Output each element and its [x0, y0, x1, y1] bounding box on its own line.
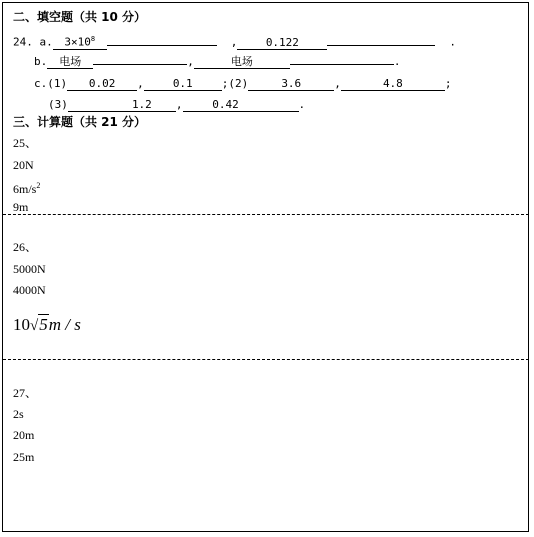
q24a-label: 24. a. — [13, 35, 53, 49]
q26-answer-3 — [13, 315, 81, 336]
q24c-sep-2: ;(2) — [221, 77, 249, 90]
q24a-blank-line — [107, 45, 217, 46]
q25-answer-1: 20N — [13, 158, 34, 172]
q24a-line — [13, 33, 456, 50]
q24a-value-1: 3×10 — [64, 35, 91, 49]
q24c-answer-4 — [341, 78, 445, 91]
q24b-value-1: 电场 — [59, 55, 82, 68]
q24c-answer-2 — [144, 78, 222, 91]
q24c3-value-2: 0.42 — [212, 98, 239, 111]
q27-number: 27、 — [13, 386, 38, 400]
section-2-title: 二、填空题（共 10 分） — [13, 10, 147, 24]
q24a-end: . — [449, 35, 456, 49]
q24c-value-3: 3.6 — [281, 77, 302, 90]
q24c-sep-1: , — [137, 77, 144, 90]
q24c-value-2: 0.1 — [172, 77, 193, 90]
q24c-sep-4: ; — [444, 77, 452, 90]
q24c-line — [34, 77, 452, 91]
q27-answer-2: 20m — [13, 428, 35, 442]
q24c3-label: (3) — [48, 98, 68, 111]
q24c-answer-1 — [67, 78, 137, 91]
q26-answer-1: 5000N — [13, 262, 46, 276]
section-3-title: 三、计算题（共 21 分） — [13, 115, 147, 129]
q24b-blank-line-2 — [290, 64, 394, 65]
q24a-value-2: 0.122 — [265, 35, 299, 49]
q25-number: 25、 — [13, 136, 38, 150]
q24c3-answer-1 — [68, 99, 176, 112]
q26-radicand: 5 — [39, 315, 48, 334]
q24c-sep-3: , — [334, 77, 341, 90]
q24c3-end: . — [298, 98, 306, 111]
q24c-value-1: 0.02 — [88, 77, 116, 90]
q24b-label: b. — [34, 55, 48, 68]
q24a-sep: , — [230, 35, 238, 49]
q24c-label: c.(1) — [34, 77, 68, 90]
q25-answer-2-exponent: 2 — [36, 181, 41, 190]
q24a-blank-line-2 — [327, 45, 435, 46]
section-divider-2 — [3, 359, 529, 360]
q24a-answer-1 — [53, 33, 107, 50]
section-divider-1 — [3, 214, 529, 215]
q27-answer-3: 25m — [13, 450, 35, 464]
q24c-value-4: 4.8 — [382, 77, 403, 90]
q24a-exponent: 8 — [90, 35, 96, 43]
q26-answer-2: 4000N — [13, 283, 46, 297]
q24b-end: . — [393, 55, 401, 68]
q25-answer-3: 9m — [13, 200, 29, 214]
q24c3-line — [48, 98, 305, 112]
q24b-answer-1 — [47, 56, 93, 69]
q24c3-answer-2 — [183, 99, 299, 112]
q24c-answer-3 — [248, 78, 334, 91]
q24b-value-2: 电场 — [230, 55, 253, 68]
q24c3-sep: , — [175, 98, 183, 111]
q25-answer-2-base: 6m/s — [13, 182, 37, 196]
q24b-blank-line — [93, 64, 187, 65]
q26-unit: m / s — [48, 315, 81, 334]
q25-answer-2 — [13, 179, 40, 196]
sqrt-symbol: √5 — [30, 315, 48, 334]
q26-number: 26、 — [13, 240, 38, 254]
q27-answer-1: 2s — [13, 407, 24, 421]
q24c3-value-1: 1.2 — [131, 98, 152, 111]
q24a-answer-2 — [237, 37, 327, 50]
q26-coefficient: 10 — [13, 315, 30, 334]
q24b-sep: , — [187, 55, 194, 68]
q24b-line — [34, 55, 401, 69]
q24b-answer-2 — [194, 56, 290, 69]
